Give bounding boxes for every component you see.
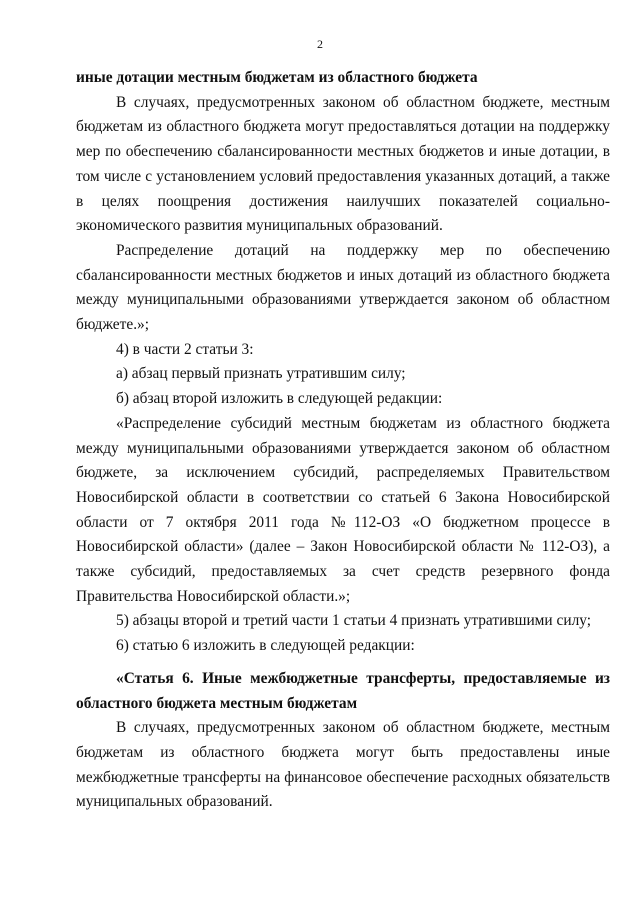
paragraph-item-4a: а) абзац первый признать утратившим силу; (116, 365, 406, 383)
paragraph-item-4b: б) абзац второй изложить в следующей редакции: (116, 390, 443, 408)
article-6-heading: «Статья 6. Иные межбюджетные трансферты, предоставляемые из областного бюджета местным бюджетам (76, 669, 610, 712)
document-body (76, 66, 610, 815)
page-number: 2 (317, 37, 323, 51)
paragraph-subsidies-distribution: Распределение дотаций на поддержку мер по обеспечению сбалансированности местных бюджетов и иных дотаций из областного бюджета между муниципальными образованиями утверждается законом об областном бюджете.»; (76, 241, 610, 334)
paragraph-item-6: 6) статью 6 изложить в следующей редакции: (116, 637, 415, 655)
paragraph-item-5: 5) абзацы второй и третий части 1 статьи 4 признать утратившими силу; (116, 612, 592, 630)
paragraph-subsidies-cases: В случаях, предусмотренных законом об областном бюджете, местным бюджетам из областного бюджета могут предоставляться дотации на поддержку мер по обеспечению сбалансированности местных бюджетов и иные дотации, в том числе с установлением условий предоставления указанных дотаций, а также в целях поощрения достижения наилучших показателей социально-экономического развития муниципальных образований. (76, 93, 610, 235)
paragraph-item-4: 4) в части 2 статьи 3: (116, 340, 254, 358)
paragraph-heading-continuation: иные дотации местным бюджетам из областного бюджета (76, 69, 478, 86)
paragraph-article-6-text: В случаях, предусмотренных законом об областном бюджете, местным бюджетам из областного бюджета могут быть предоставлены иные межбюджетные трансферты на финансовое обеспечение расходных обязательств муниципальных образований. (76, 719, 610, 811)
paragraph-new-wording-article-3: «Распределение субсидий местным бюджетам из областного бюджета между муниципальными образованиями утверждается законом об областном бюджете, за исключением субсидий, распределяемых Правительством Новосибирской области в соответствии со статьей 6 Закона Новосибирской области от 7 октября 2011 года №112-ОЗ «О бюджетном процессе в Новосибирской области» (далее – Закон Новосибирской области № 112-ОЗ), а также субсидий, предоставляемых за счет средств резервного фонда Правительства Новосибирской области.»; (76, 414, 610, 605)
